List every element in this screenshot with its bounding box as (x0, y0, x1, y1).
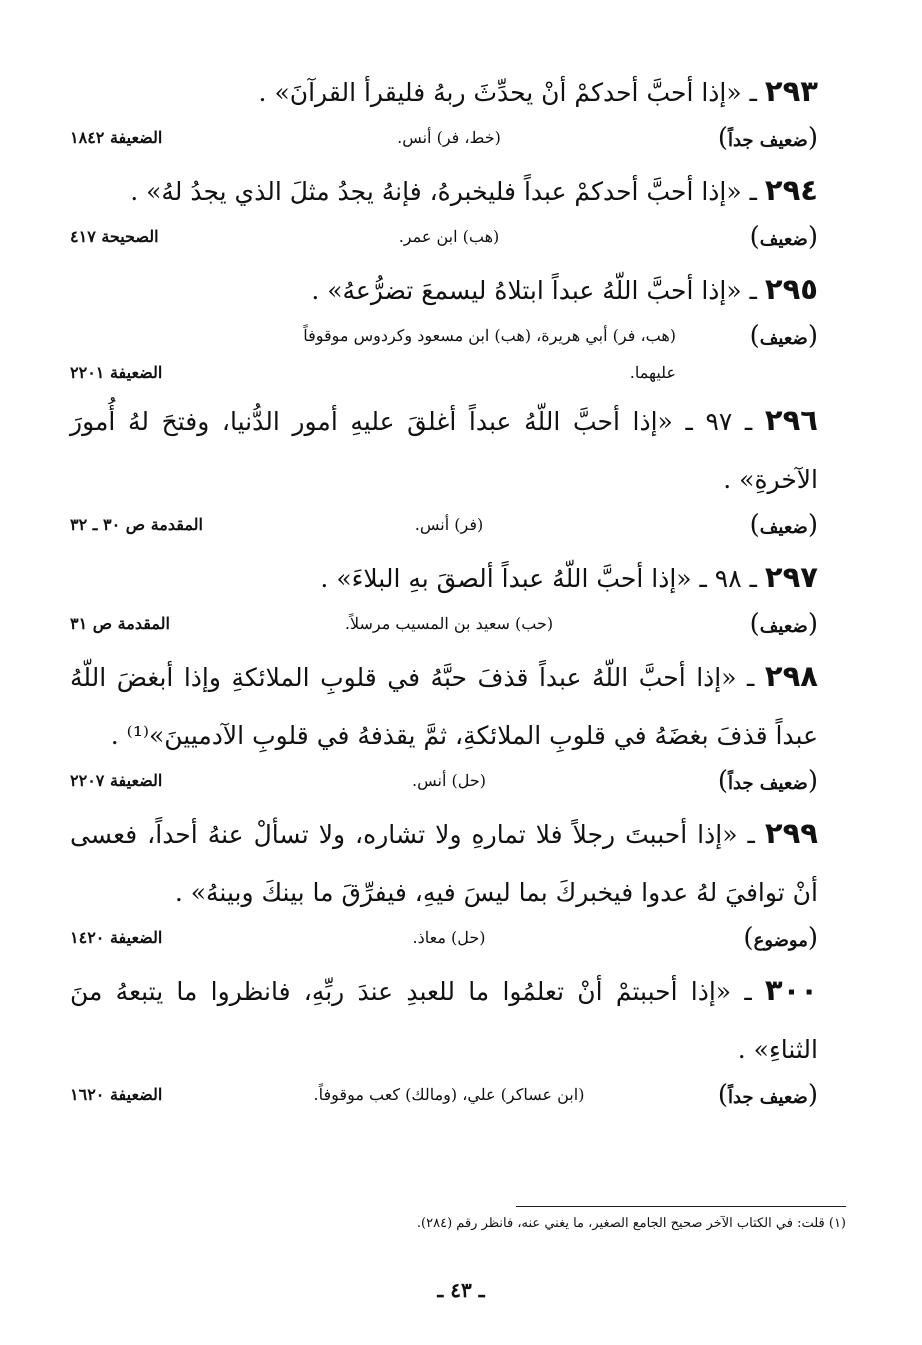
reference-text: الضعيفة ١٤٢٠ (70, 928, 163, 947)
hadith-entry (70, 62, 818, 155)
page-number: ـ ٤٣ ـ (437, 1278, 485, 1302)
hadith-entry (70, 391, 818, 542)
hadith-number: ٣٠٠ (764, 973, 818, 1007)
hadith-number: ٢٩٤ (764, 173, 818, 207)
grade-label: ( ضعيف ) (688, 610, 818, 641)
source-text: (ابن عساكر) علي، (ومالك) كعب موقوفاً. (313, 1085, 585, 1104)
grade-label: ( ضعيف ) (688, 223, 818, 254)
hadith-text: ـ «إذا أحبَّ أحدكمْ عبداً فليخبرهُ، فإنهُ يجدُ مثلَ الذي يجدُ لهُ» . (130, 177, 757, 206)
hadith-entry (70, 548, 818, 641)
source-text: (حب) سعيد بن المسيب مرسلاً. (344, 614, 554, 633)
grade-label: ( ضعيف جداً ) (688, 767, 818, 798)
hadith-number: ٢٩٧ (764, 560, 818, 594)
reference-text: المقدمة ص ٣٠ ـ ٣٢ (70, 515, 203, 534)
hadith-entry (70, 961, 818, 1112)
reference-text: الصحيحة ٤١٧ (70, 227, 159, 246)
hadith-number: ٢٩٦ (764, 403, 818, 437)
grade-label: ( موضوع ) (688, 924, 818, 955)
grade-label: ( ضعيف ) (688, 322, 818, 353)
page-body (70, 62, 818, 1118)
hadith-number: ٢٩٩ (764, 816, 818, 850)
reference-text: الضعيفة ١٨٤٢ (70, 128, 163, 147)
hadith-text: ـ «إذا أحبَّ اللّهُ عبداً ابتلاهُ ليسمعَ تضرُّعهُ» . (311, 276, 757, 305)
source-text: (خط، فر) أنس. (397, 128, 501, 147)
hadith-entry (70, 161, 818, 254)
hadith-text: ـ ٩٧ ـ «إذا أحبَّ اللّهُ عبداً أغلقَ عليهِ أمور الدُّنيا، وفتحَ لهُ أُمورَ الآخرةِ» . (70, 407, 818, 494)
hadith-text: ـ «إذا أحبَّ اللّهُ عبداً قذفَ حبَّهُ في قلوبِ الملائكةِ وإذا أبغضَ اللّهُ عبداً قذفَ بغضَهُ في قلوبِ الملائكةِ، ثمَّ يقذفهُ في قلوبِ الآدميينَ»⁽¹⁾ . (70, 663, 818, 750)
reference-text: الضعيفة ٢٢٠١ (70, 363, 163, 382)
source-text: (هب، فر) أبي هريرة، (هب) ابن مسعود وكردوس موقوفاً (303, 326, 676, 345)
source-text: (هب) ابن عمر. (398, 227, 500, 246)
reference-text: المقدمة ص ٣١ (70, 614, 170, 633)
hadith-number: ٢٩٣ (764, 74, 818, 108)
source-text: (فر) أنس. (414, 515, 484, 534)
hadith-text: ـ ٩٨ ـ «إذا أحبَّ اللّهُ عبداً ألصقَ بهِ البلاءَ» . (320, 564, 757, 593)
reference-text: الضعيفة ٢٢٠٧ (70, 771, 163, 790)
hadith-entry (70, 260, 818, 387)
hadith-text: ـ «إذا أحببتَ رجلاً فلا تمارهِ ولا تشاره، ولا تسألْ عنهُ أحداً، فعسى أنْ توافيَ لهُ عدوا فيخبركَ بما ليسَ فيهِ، فيفرِّقَ ما بينكَ وبينهُ» . (70, 820, 818, 907)
hadith-entry (70, 804, 818, 955)
hadith-text: ـ «إذا أحبَّ أحدكمْ أنْ يحدِّثَ ربهُ فليقرأ القرآنَ» . (258, 78, 757, 107)
hadith-text: ـ «إذا أحببتمْ أنْ تعلمُوا ما للعبدِ عندَ ربِّهِ، فانظروا ما يتبعهُ منَ الثناءِ» . (70, 977, 818, 1064)
hadith-number: ٢٩٨ (764, 659, 818, 693)
grade-label: ( ضعيف ) (688, 511, 818, 542)
footnote: (١) قلت: في الكتاب الآخر صحيح الجامع الصغير، ما يغني عنه، فانظر رقم (٢٨٤). (416, 1216, 846, 1231)
source-text: (حل) أنس. (412, 771, 486, 790)
hadith-number: ٢٩٥ (764, 272, 818, 306)
source-text: (حل) معاذ. (412, 928, 486, 947)
reference-text: الضعيفة ١٦٢٠ (70, 1085, 163, 1104)
source-continuation: عليهما. (629, 363, 676, 382)
grade-label: ( ضعيف جداً ) (688, 124, 818, 155)
hadith-entry (70, 647, 818, 798)
grade-label: ( ضعيف جداً ) (688, 1081, 818, 1112)
footnote-divider (516, 1206, 846, 1207)
